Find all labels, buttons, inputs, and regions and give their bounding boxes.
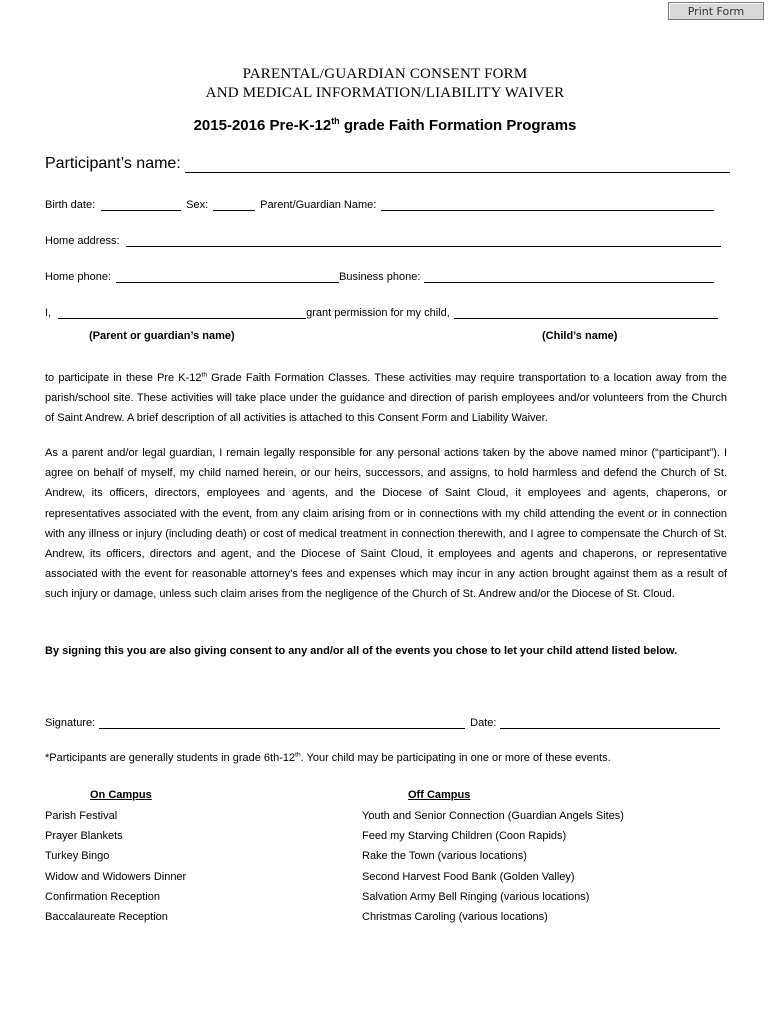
participation-paragraph — [45, 368, 727, 429]
subtitle-pre: 2015-2016 Pre-K-12 — [193, 117, 332, 134]
list-item: Feed my Starving Children (Coon Rapids) — [362, 830, 567, 843]
birth-date-label: Birth date: — [45, 199, 96, 211]
consent-statement: By signing this you are also giving consent to any and/or all of the events you chose to let your child attend listed below. — [45, 645, 678, 657]
business-phone-field[interactable] — [424, 270, 714, 283]
list-item: Parish Festival — [45, 810, 118, 822]
liability-paragraph: As a parent and/or legal guardian, I remain legally responsible for any personal actions taken by the above named minor (“participant”). I agree on behalf of myself, my child named herein, or our heirs, successors, and assigns, to hold harmless and defend the Church of St. Andrew, its officers, directors, employees and agents, and the Diocese of Saint Cloud, it employees and agents, chaperons, or representatives associated with the event, from any claim arising from or in connections with my child attending the event or in connection with any illness or injury (including death) or cost of medical treatment in connection therewith, and I agree to compensate the Church of St. Andrew, its officers, directors and agent, and the Diocese of Saint Cloud, it employees and agents and chaperons, or representative associated with the event for reasonable attorney’s fees and expenses which may incur in any action brought against them as a result of such injury or damage, unless such claim arises from the negligence of the Church of St. Andrew and/or the Diocese of St. Cloud. — [45, 447, 727, 601]
print-form-button[interactable]: Print Form — [668, 2, 764, 20]
birth-date-field[interactable] — [101, 198, 181, 211]
on-campus-heading: On Campus — [90, 789, 152, 801]
list-item: Second Harvest Food Bank (Golden Valley) — [362, 870, 575, 883]
home-address-field[interactable] — [126, 234, 721, 247]
home-phone-field[interactable] — [116, 270, 339, 283]
note-pre: *Participants are generally students in grade 6th-12 — [45, 752, 296, 764]
note-sup: th — [295, 751, 301, 759]
home-address-row — [45, 234, 721, 247]
list-item: Widow and Widowers Dinner — [45, 870, 187, 883]
note-post: . Your child may be participating in one or more of these events. — [300, 752, 611, 764]
i-label: I, — [45, 307, 52, 319]
parent-guardian-name-label: Parent/Guardian Name: — [260, 199, 377, 211]
list-item: Baccalaureate Reception — [45, 911, 168, 924]
phone-row — [45, 270, 714, 283]
list-item: Prayer Blankets — [45, 830, 123, 843]
parent-guardian-name-field[interactable] — [381, 198, 714, 211]
sex-field[interactable] — [213, 198, 255, 211]
subtitle-sup: th — [331, 116, 340, 126]
off-campus-heading: Off Campus — [408, 789, 471, 801]
business-phone-label: Business phone: — [339, 271, 421, 283]
date-label: Date: — [470, 717, 497, 729]
list-item: Youth and Senior Connection (Guardian Angels Sites) — [362, 810, 624, 822]
participant-name-row — [45, 155, 730, 173]
paragraph1-pre: to participate in these Pre K-12 — [45, 372, 202, 384]
list-item: Rake the Town (various locations) — [362, 850, 527, 863]
home-address-label: Home address: — [45, 235, 120, 247]
sex-label: Sex: — [186, 199, 209, 211]
program-subtitle — [0, 117, 770, 134]
list-item: Christmas Caroling (various locations) — [362, 911, 548, 924]
child-caption: (Child’s name) — [542, 330, 618, 342]
grant-permission-label: grant permission for my child, — [306, 307, 450, 319]
on-campus-list — [45, 806, 186, 927]
parent-name-permission-field[interactable] — [58, 306, 306, 319]
paragraph1-post: Grade Faith Formation Classes. These activities may require transportation to a location away from the parish/school site. These activities will take place under the guidance and direction of parish employees and/or volunteers from the Church of Saint Andrew. A brief description of all activities is attached to this Consent Form and Liability Waiver. — [45, 372, 728, 425]
birth-sex-parent-row — [45, 198, 714, 211]
subtitle-post: grade Faith Formation Programs — [339, 117, 577, 134]
signature-field[interactable] — [99, 716, 465, 729]
child-name-field[interactable] — [454, 306, 718, 319]
list-item: Confirmation Reception — [45, 890, 160, 903]
date-field[interactable] — [500, 716, 720, 729]
list-item: Turkey Bingo — [45, 850, 110, 863]
paragraph1-sup: th — [201, 371, 208, 379]
participants-note — [45, 752, 611, 764]
parent-caption: (Parent or guardian’s name) — [89, 330, 235, 342]
form-title-line-2: AND MEDICAL INFORMATION/LIABILITY WAIVER — [205, 85, 565, 101]
permission-row — [45, 306, 718, 319]
form-title-line-1: PARENTAL/GUARDIAN CONSENT FORM — [242, 66, 528, 82]
participant-name-field[interactable] — [185, 156, 730, 173]
participant-name-label: Participant’s name: — [45, 155, 181, 172]
list-item: Salvation Army Bell Ringing (various locations) — [362, 890, 590, 903]
signature-label: Signature: — [45, 717, 96, 729]
home-phone-label: Home phone: — [45, 271, 112, 283]
off-campus-list — [362, 806, 624, 927]
signature-row — [45, 716, 720, 729]
